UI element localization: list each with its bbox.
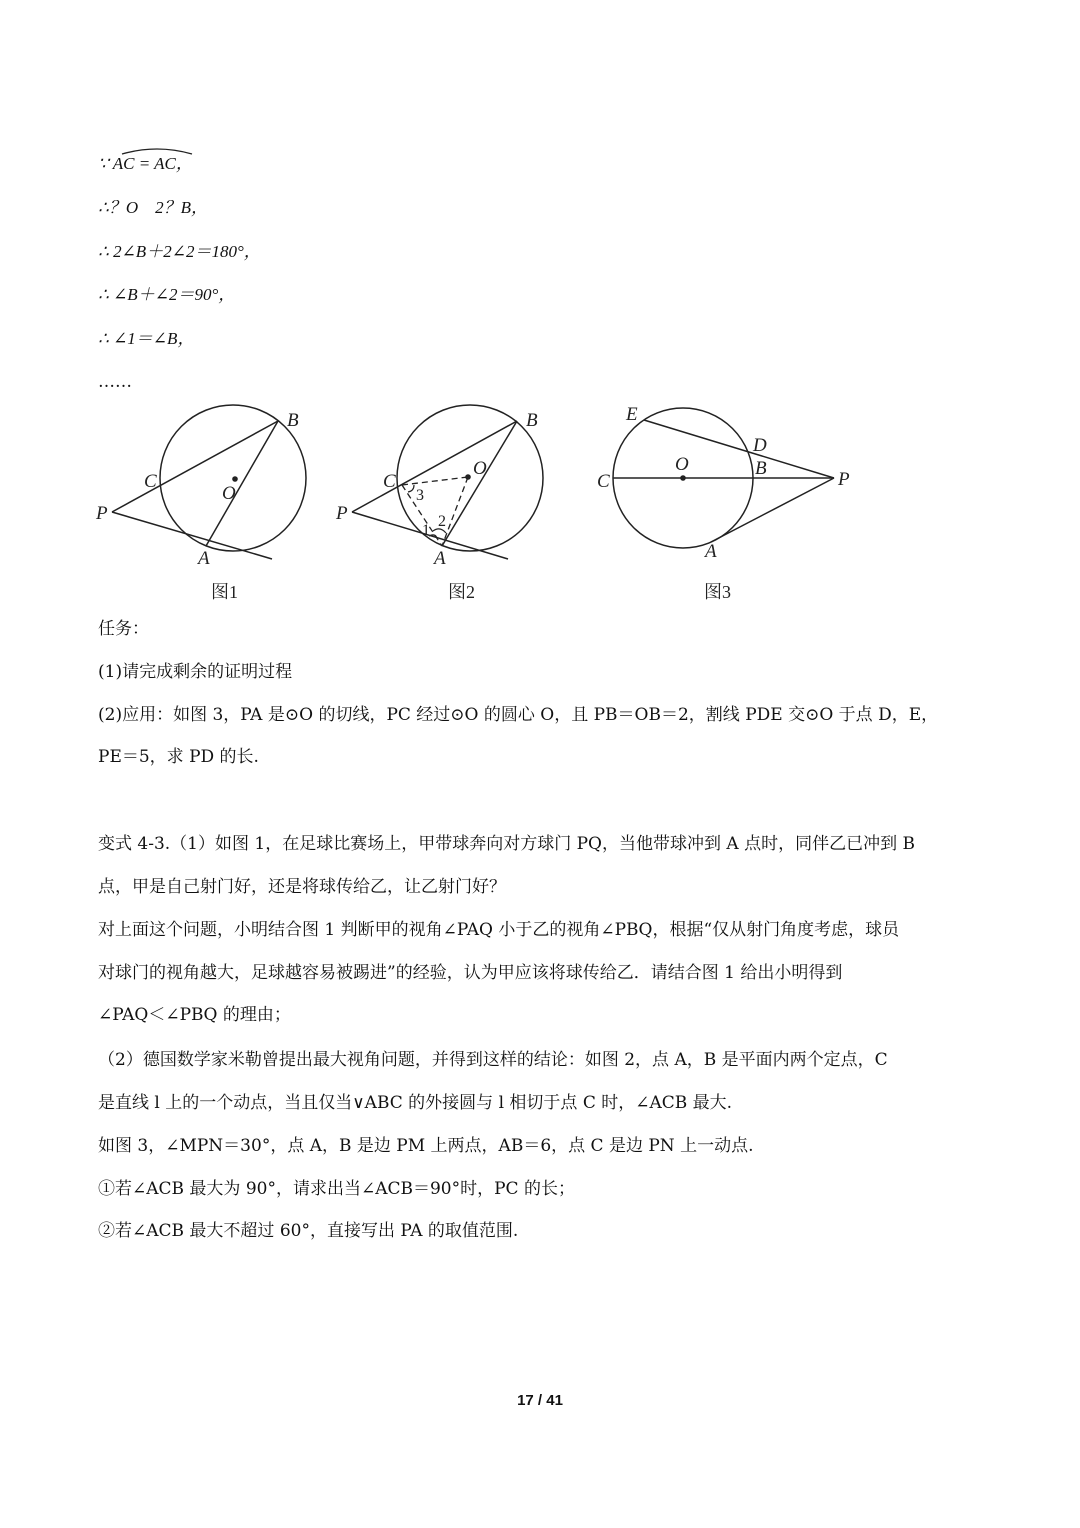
variant-p6: ②若∠ACB 最大不超过 60°，直接写出 PA 的取值范围. xyxy=(98,1221,519,1241)
fig3-label-p: P xyxy=(838,469,850,490)
figure-1 xyxy=(95,405,306,602)
page-number: 17 / 41 xyxy=(517,1392,563,1409)
fig1-caption: 图1 xyxy=(211,582,238,602)
fig1-label-c: C xyxy=(144,471,157,492)
fig2-angle-3-arc xyxy=(408,485,414,492)
figure-2 xyxy=(335,405,543,602)
variant-p3-line-1: （2）德国数学家米勒曾提出最大视角问题，并得到这样的结论：如图 2，点 A，B 是平面内两个定点，C xyxy=(98,1050,888,1070)
fig1-tangent-pa xyxy=(112,512,272,559)
fig2-caption: 图2 xyxy=(448,582,475,602)
fig3-label-o: O xyxy=(675,454,689,475)
fig2-label-b: B xyxy=(526,410,538,431)
variant-p3-line-2: 是直线 l 上的一个动点，当且仅当∨ABC 的外接圆与 l 相切于点 C 时，∠ACB 最大. xyxy=(98,1093,733,1113)
fig3-tangent-pa xyxy=(711,478,834,542)
fig2-chord-ab xyxy=(442,421,517,546)
fig2-dash-oa xyxy=(442,477,468,546)
fig1-label-p: P xyxy=(96,503,108,524)
figure-3 xyxy=(597,404,850,602)
fig2-label-o: O xyxy=(473,458,487,479)
variant-p2-line-3: ∠PAQ＜∠PBQ 的理由； xyxy=(98,1005,291,1025)
fig3-secant-pe xyxy=(644,420,834,478)
fig1-label-o: O xyxy=(222,483,236,504)
proof-line-4: ∴ ∠B＋∠2＝90°， xyxy=(98,285,236,304)
proof-line-2: ∴？O 2？B， xyxy=(98,198,208,217)
fig3-caption: 图3 xyxy=(704,582,731,602)
fig2-label-1: 1 xyxy=(422,522,430,539)
proof-line-3: ∴ 2∠B＋2∠2＝180°， xyxy=(98,242,261,261)
fig2-label-2: 2 xyxy=(438,513,446,530)
variant-p5: ①若∠ACB 最大为 90°，请求出当∠ACB＝90°时，PC 的长； xyxy=(98,1179,575,1199)
fig1-label-b: B xyxy=(287,410,299,431)
fig3-label-d: D xyxy=(753,435,767,456)
fig1-secant-pb xyxy=(112,421,278,512)
fig3-center-dot xyxy=(680,475,686,481)
variant-p2-line-1: 对上面这个问题，小明结合图 1 判断甲的视角∠PAQ 小于乙的视角∠PBQ，根据“仅从射门角度考虑，球员 xyxy=(98,920,900,940)
fig2-label-a: A xyxy=(434,548,446,569)
fig2-label-p: P xyxy=(336,503,348,524)
fig2-label-3: 3 xyxy=(416,487,424,504)
task-question-1: (1)请完成剩余的证明过程 xyxy=(98,662,293,682)
task-heading: 任务： xyxy=(98,619,149,639)
fig1-label-a: A xyxy=(198,548,210,569)
fig2-secant-pb xyxy=(352,421,517,512)
fig3-label-e: E xyxy=(626,404,638,425)
fig2-label-c: C xyxy=(383,471,396,492)
proof-line-1: ∵ AC = AC， xyxy=(98,152,193,176)
task-question-2-line-1: (2)应用：如图 3，PA 是⊙O 的切线，PC 经过⊙O 的圆心 O，且 PB＝OB＝2，割线 PDE 交⊙O 于点 D，E， xyxy=(98,705,939,725)
variant-p1-line-1: 变式 4-3.（1）如图 1，在足球比赛场上，甲带球奔向对方球门 PQ，当他带球冲到 A 点时，同伴乙已冲到 B xyxy=(98,834,915,854)
variant-p4: 如图 3，∠MPN＝30°，点 A，B 是边 PM 上两点，AB＝6，点 C 是边 PN 上一动点. xyxy=(98,1136,754,1156)
fig1-chord-ab xyxy=(206,421,278,546)
fig2-center-dot xyxy=(465,474,471,480)
proof-ellipsis: …… xyxy=(98,372,132,392)
fig3-label-c: C xyxy=(597,471,610,492)
fig3-label-a: A xyxy=(705,541,717,562)
arc-mark-icon xyxy=(120,145,194,155)
fig3-label-b: B xyxy=(755,458,767,479)
proof-line-5: ∴ ∠1＝∠B， xyxy=(98,329,195,348)
variant-p2-line-2: 对球门的视角越大，足球越容易被踢进”的经验，认为甲应该将球传给乙．请结合图 1 给出小明得到 xyxy=(98,963,843,983)
geometry-figures xyxy=(90,395,890,610)
variant-p1-line-2: 点，甲是自己射门好，还是将球传给乙，让乙射门好？ xyxy=(98,877,506,897)
fig1-center-dot xyxy=(232,476,238,482)
task-question-2-line-2: PE＝5，求 PD 的长. xyxy=(98,747,259,767)
